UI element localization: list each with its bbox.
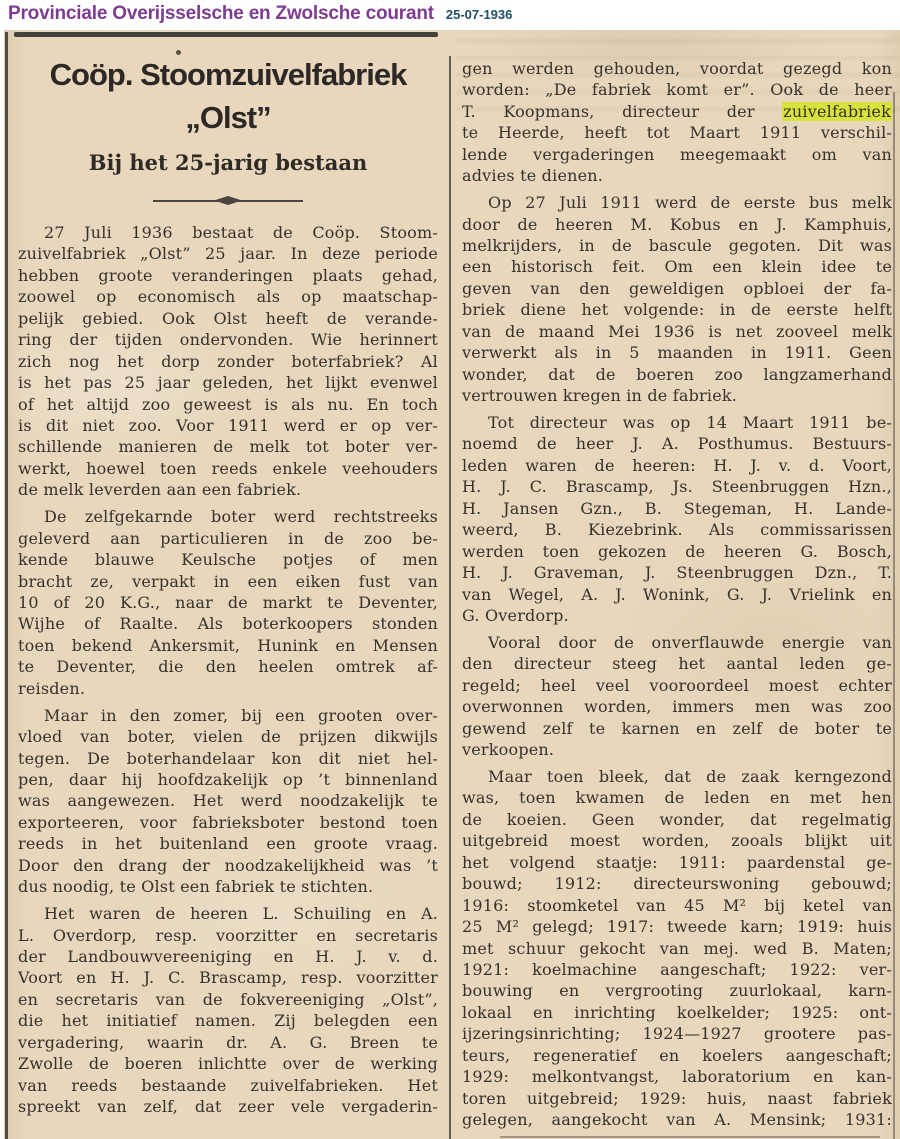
text-line: leden waren de heeren: H. J. v. d. Voort,: [462, 455, 892, 475]
text-line: het volgend staatje: 1911: paardenstal ge-: [462, 852, 892, 872]
text-line: Voort en H. J. C. Brascamp, resp. voorzitter: [18, 968, 438, 988]
text-line: vertrouwen kregen in de fabriek.: [462, 386, 738, 406]
text-line: kende blauwe Keulsche potjes of men: [18, 550, 438, 570]
highlighted-text: zuivelfabriek: [783, 101, 891, 121]
paragraph: [18, 705, 438, 898]
text-line: H. J. Graveman, J. Steenbruggen Dzn., T.: [462, 563, 892, 583]
right-edge-rule: [893, 92, 895, 1139]
text-line: een historisch feit. Om een klein idee te: [462, 257, 892, 277]
text-line: Wijhe of Raalte. Als boterkoopers stonden: [18, 614, 438, 634]
text-line: vloed van boter, vielen de prijzen dikwijls: [18, 727, 438, 747]
text-line: Het waren de heeren L. Schuiling en A.: [44, 904, 438, 924]
text-line: Maar toen bleek, dat de zaak kerngezond: [488, 767, 892, 786]
text-line: Vooral door de onverflauwde energie van: [488, 632, 892, 652]
text-line: is het pas 25 jaar geleden, het lijkt evenwel: [18, 373, 438, 393]
text-line: spreekt van zelf, dat zeer vele vergaderin-: [18, 1097, 438, 1116]
text-line: gen werden gehouden, voordat gezegd kon: [462, 59, 892, 78]
left-column-rule: [5, 32, 8, 1139]
text-line: hebben groote veranderingen plaats gehad,: [18, 265, 438, 285]
text-line: H. J. C. Brascamp, Js. Steenbruggen Hzn.,: [462, 477, 892, 497]
text-line: werkt, hoewel toen reeds enkele veehouders: [18, 458, 438, 478]
text-line: 27 Juli 1936 bestaat de Coöp. Stoom-: [44, 223, 438, 242]
text-line: H. Jansen Gzn., B. Stegeman, H. Lande-: [462, 498, 892, 518]
text-line: De zelfgekarnde boter werd rechtstreeks: [44, 507, 438, 527]
text-line: was aangewezen. Het werd noodzakelijk te: [18, 791, 438, 811]
text-line: bouwd; 1912: directeurswoning gebouwd;: [462, 874, 892, 894]
text-line: Op 27 Juli 1911 werd de eerste bus melk: [488, 193, 892, 213]
text-line: van de maand Mei 1936 is net zooveel melk: [462, 321, 892, 341]
text-line: die het initiatief namen. Zij belegden een: [18, 1011, 438, 1031]
text-line: en secretaris van de fokvereeniging „Olst”,: [18, 989, 438, 1009]
text-line: der Landbouwvereeniging en H. J. v. d.: [18, 946, 438, 966]
text-line: 10 of 20 K.G., naar de markt te Deventer,: [18, 592, 438, 612]
newspaper-name: Provinciale Overijsselsche en Zwolsche courant: [8, 3, 434, 24]
text-line: zich nog het dorp zonder boterfabriek? Al: [18, 351, 438, 371]
text-line: zuivelfabriek „Olst” 25 jaar. In deze periode: [18, 244, 438, 264]
paragraph: [18, 903, 438, 1117]
text-line: advies te dienen.: [462, 166, 604, 186]
text-line: was, toen kwamen de leden en met hen: [462, 788, 892, 808]
text-line: vergadering, waarin dr. A. G. Breen te: [18, 1032, 438, 1052]
text-line: gewend zelf te karnen en zelf de boter te: [462, 718, 892, 738]
text-line: bracht ze, verpakt in een eiken fust van: [18, 571, 438, 591]
paragraph: [462, 412, 892, 626]
text-line: bouwing en vergrooting zuurlokaal, karn-: [462, 981, 892, 1001]
text-line: te Heerde, heeft tot Maart 1911 verschil-: [462, 123, 892, 143]
text-line: van Wegel, A. J. Wonink, G. J. Vrielink en: [462, 584, 892, 604]
right-column-text: [462, 58, 892, 1130]
site-header: [0, 0, 900, 33]
text-line: reeds in het buitenland een groote vraag.: [18, 834, 438, 854]
text-line: worden: „De fabriek komt er”. Ook de heer: [462, 80, 892, 100]
text-line: den directeur steeg het aantal leden ge-: [462, 654, 892, 674]
text-line: ijzeringsinrichting; 1924—1927 grootere pas-: [462, 1024, 892, 1044]
text-line: van reeds bestaande zuivelfabrieken. Het: [18, 1075, 438, 1095]
text-line: met schuur gekocht van mej. wed B. Maten;: [462, 938, 892, 958]
paragraph: [462, 58, 892, 187]
text-line: toen bekend Ankersmit, Hunink en Mensen: [18, 635, 438, 655]
right-column: [462, 58, 892, 1130]
text-line: Zwolle de boeren inlichtte over de werking: [18, 1054, 438, 1074]
text-line: de koeien. Geen wonder, dat regelmatig: [462, 809, 892, 829]
text-line: weerd, B. Kiezebrink. Als commissarissen: [462, 520, 892, 540]
text-line: lokaal en inrichting koelkelder; 1925: ont-: [462, 1002, 892, 1022]
left-column: [18, 32, 438, 1117]
text-line: is dit niet zoo. Voor 1911 werd er op ver-: [18, 415, 438, 435]
text-line: pen, daar hij hoofdzakelijk op ’t binnenland: [18, 769, 438, 789]
text-line: toren uitgebreid; 1929: huis, naast fabriek: [462, 1088, 892, 1108]
article-headline-quoted: „Olst”: [185, 100, 271, 135]
text-line: melkrijders, in de bascule gegoten. Dit was: [462, 236, 892, 255]
text-line: uitgebreid moest worden, zooals blijkt uit: [462, 831, 892, 851]
issue-date: 25-07-1936: [445, 7, 513, 22]
text-line: tegen. De boterhandelaar kon dit niet hel-: [18, 748, 438, 768]
text-line: geleverd aan particulieren in de zoo be-: [18, 528, 438, 548]
newspaper-scan: [0, 30, 900, 1139]
text-line: 25 M² gelegd; 1917: tweede karn; 1919: huis: [462, 917, 892, 937]
text-line: reisden.: [18, 678, 86, 698]
text-line: 1921: koelmachine aangeschaft; 1922: ver-: [462, 959, 892, 979]
paragraph: [18, 222, 438, 501]
bottom-rule: [500, 1136, 880, 1138]
text-line: teurs, regeneratief en koelers aangeschaft;: [462, 1045, 892, 1065]
text-line: G. Overdorp.: [462, 605, 569, 625]
scan-edge: [0, 30, 4, 1139]
text-line: of het altijd zoo geweest is als nu. En toch: [18, 394, 438, 414]
decorative-divider: [153, 196, 303, 205]
paragraph: [18, 506, 438, 699]
text-line: pelijk gebied. Ook Olst heeft de verande-: [18, 308, 438, 328]
text-line: T. Koopmans, directeur der zuivelfabriek: [462, 101, 891, 121]
text-line: de melk leverden aan een fabriek.: [18, 480, 302, 500]
left-column-text: [18, 222, 438, 1117]
text-line: 1929: melkontvangst, laboratorium en kan-: [462, 1067, 892, 1087]
text-line: wonder, dat de boeren zoo langzamerhand: [462, 364, 892, 384]
text-line: te Deventer, die den heelen omtrek af-: [18, 657, 438, 677]
text-line: door de heeren M. Kobus en J. Kamphuis,: [462, 214, 892, 234]
article-subtitle: Bij het 25-jarig bestaan: [88, 150, 368, 175]
text-line: werden toen gekozen de heeren G. Bosch,: [462, 541, 892, 561]
text-line: overwonnen worden, immers men was zoo: [462, 697, 892, 717]
text-line: L. Overdorp, resp. voorzitter en secretaris: [18, 925, 438, 945]
text-line: Maar in den zomer, bij een grooten over-: [44, 705, 438, 725]
text-line: schillende manieren de melk tot boter ver-: [18, 437, 438, 457]
text-line: regeld; heel veel vooroordeel moest echter: [462, 675, 892, 695]
text-line: gelegen, aangekocht van A. Mensink; 1931:: [462, 1110, 892, 1129]
paragraph: [462, 632, 892, 761]
text-line: ring der tijden ondervonden. Wie herinnert: [18, 330, 438, 350]
divider-diamond-icon: [214, 196, 242, 205]
text-line: verkoopen.: [462, 740, 555, 760]
text-line: noemd de heer J. A. Posthumus. Bestuurs-: [462, 434, 892, 454]
column-divider-rule: [449, 56, 451, 1139]
text-line: 1916: stoomketel van 45 M² bij ketel van: [462, 895, 892, 915]
text-line: dus noodig, te Olst een fabriek te stichten.: [18, 877, 374, 897]
text-line: zoowel op economisch als op maatschap-: [18, 287, 438, 307]
paragraph: [462, 766, 892, 1130]
text-line: lende vergaderingen meegemaakt om van: [462, 144, 892, 164]
text-line: verwerkt als in 5 maanden in 1911. Geen: [462, 343, 892, 363]
text-line: Tot directeur was op 14 Maart 1911 be-: [488, 413, 892, 432]
text-line: geven van den geweldigen opbloei der fa-: [462, 278, 892, 298]
paragraph: [462, 192, 892, 406]
text-line: Door den drang der noodzakelijkheid was ’t: [18, 855, 438, 875]
text-line: exporteeren, voor fabrieksboter bestond toen: [18, 812, 438, 832]
text-line: briek diene het volgende: in de eerste helft: [462, 300, 892, 320]
article-headline: Coöp. Stoomzuivelfabriek: [49, 57, 407, 92]
